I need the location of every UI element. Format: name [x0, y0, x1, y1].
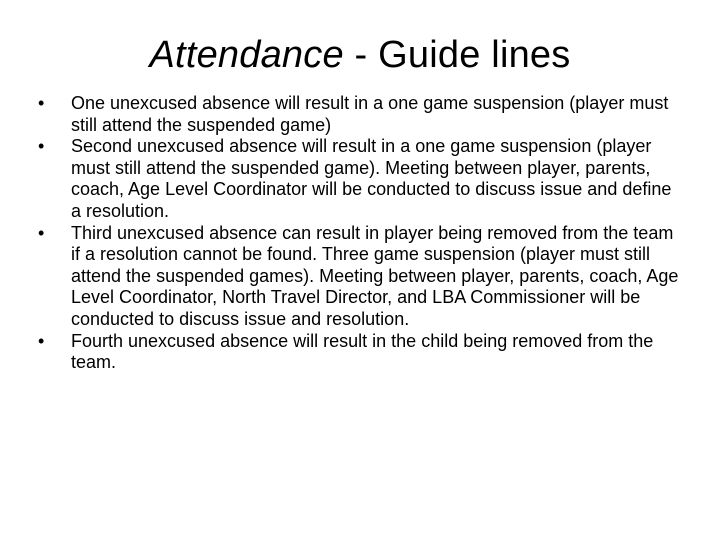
bullet-icon: •	[38, 93, 45, 113]
slide-title	[0, 30, 720, 80]
bullet-text-1: One unexcused absence will result in a one game suspension (player must still attend the suspended game)	[71, 93, 669, 135]
title-emphasis: Attendance	[149, 34, 344, 76]
bullet-icon: •	[38, 222, 45, 243]
bullet-text-4: Fourth unexcused absence will result in the child being removed from the team.	[71, 330, 654, 373]
bullet-icon: •	[38, 136, 45, 157]
bullet-text-2: Second unexcused absence will result in a one game suspension (player must still attend the suspended game). Meeting between player, parents, coach, Age Level Coordinator will be conducted to discuss issue and define a resolution.	[71, 136, 672, 221]
bullet-list	[36, 93, 684, 374]
bullet-item-3	[36, 223, 684, 331]
bullet-item-4	[36, 331, 684, 374]
bullet-text-3: Third unexcused absence can result in player being removed from the team if a resolution cannot be found. Three game suspension (player must still attend the suspended games). Meeting between player, parents, coach, Age Level Coordinator, North Travel Director, and LBA Commissioner will be conducted to discuss issue and resolution.	[71, 222, 679, 329]
bullet-item-2	[36, 136, 684, 222]
bullet-icon: •	[38, 330, 45, 351]
bullet-item-1	[36, 93, 684, 136]
title-rest: - Guide lines	[343, 34, 571, 76]
